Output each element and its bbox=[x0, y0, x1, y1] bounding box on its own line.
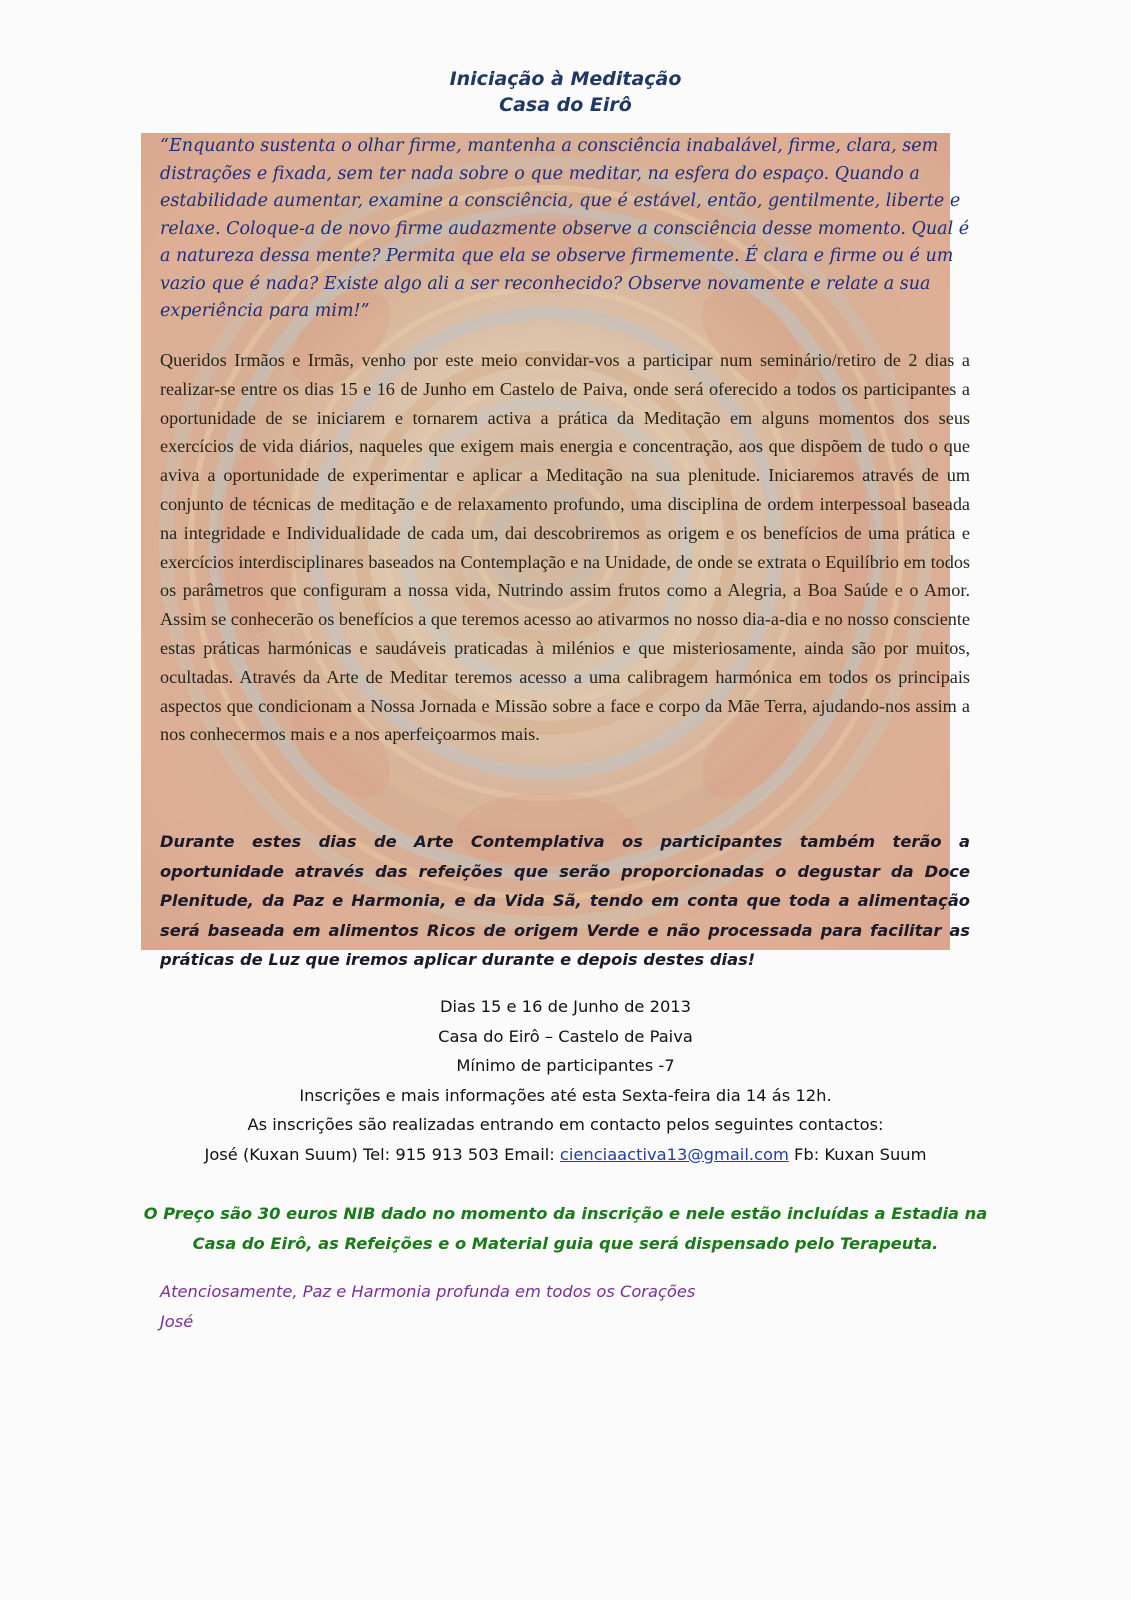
contact-intro: As inscrições são realizadas entrando em contacto pelos seguintes contactos: bbox=[247, 1115, 884, 1134]
registration-deadline: Inscrições e mais informações até esta Sexta-feira dia 14 ás 12h. bbox=[299, 1085, 832, 1105]
closing-greeting: Atenciosamente, Paz e Harmonia profunda em todos os Corações bbox=[160, 1282, 696, 1301]
meditation-quote: “Enquanto sustenta o olhar firme, mantenha a consciência inabalável, firme, clara, sem distrações e fixada, sem ter nada sobre o que meditar, na esfera do espaço. Quando a estabilidade aumentar, examine a consciência, que é estável, então, gentilmente, liberte e relaxe. Coloque-a de novo firme audazmente observe a consciência desse momento. Qual é a natureza dessa mente? Permita que ela se observe firmemente. É clara e firme ou é um vazio que é nada? Existe algo ali a ser reconhecido? Observe novamente e relate a sua experiência para mim!” bbox=[160, 136, 970, 321]
contact-suffix: Fb: Kuxan Suum bbox=[788, 1144, 927, 1164]
contact-line bbox=[0, 1140, 1131, 1170]
meals-paragraph: Durante estes dias de Arte Contemplativa os participantes também terão a oportunidade através das refeições que serão proporcionadas o degustar da Doce Plenitude, da Paz e Harmonia, e da Vida Sã, tendo em conta que toda a alimentação será baseada em alimentos Ricos de origem Verde e não processada para facilitar as práticas de Luz que iremos aplicar durante e depois destes dias! bbox=[160, 832, 970, 969]
email-link[interactable]: cienciaactiva13@gmail.com bbox=[559, 1144, 789, 1164]
price-info bbox=[0, 1199, 1131, 1259]
document-subtitle: Casa do Eirô bbox=[499, 94, 632, 116]
contact-prefix: José (Kuxan Suum) Tel: 915 913 503 Email: bbox=[204, 1144, 560, 1164]
signature: José bbox=[160, 1312, 194, 1331]
closing-block bbox=[160, 1277, 695, 1337]
price-line-2: Casa do Eirô, as Refeições e o Material guia que será dispensado pelo Terapeuta. bbox=[192, 1234, 939, 1253]
event-dates: Dias 15 e 16 de Junho de 2013 bbox=[439, 997, 692, 1016]
price-line-1: O Preço são 30 euros NIB dado no momento da inscrição e nele estão incluídas a Estadia na bbox=[143, 1204, 988, 1223]
event-info-block bbox=[0, 992, 1131, 1169]
invitation-paragraph: Queridos Irmãos e Irmãs, venho por este meio convidar-vos a participar num seminário/retiro de 2 dias a realizar-se entre os dias 15 e 16 de Junho em Castelo de Paiva, onde será oferecido a todos os participantes a oportunidade de se iniciarem e tornarem activa a prática da Meditação em alguns momentos dos seus exercícios de vida diários, naqueles que exigem mais energia e concentração, aos que dispõem de tudo o que aviva a oportunidade de experimentar e aplicar a Meditação na sua plenitude. Iniciaremos através de um conjunto de técnicas de meditação e de relaxamento profundo, uma disciplina de ordem interpessoal baseada na integridade e Individualidade de cada um, dai descobriremos as origem e os benefícios de uma prática e exercícios interdisciplinares baseados na Contemplação e na Unidade, de onde se extrata o Equilíbrio em todos os parâmetros que configuram a nossa vida, Nutrindo assim frutos como a Alegria, a Boa Saúde e o Amor. Assim se conhecerão os benefícios a que teremos acesso ao ativarmos no nosso dia-a-dia e no nosso consciente estas práticas harmónicas e saudáveis praticadas à milénios e que misteriosamente, ainda são por muitos, ocultadas. Através da Arte de Meditar teremos acesso a uma calibragem harmónica em todos os principais aspectos que condicionam a Nossa Jornada e Missão sobre a face e corpo da Mãe Terra, ajudando-nos assim a nos conhecermos mais e a nos aperfeiçoarmos mais. bbox=[160, 350, 970, 745]
event-venue: Casa do Eirô – Castelo de Paiva bbox=[438, 1026, 693, 1046]
minimum-participants: Mínimo de participantes -7 bbox=[456, 1056, 675, 1075]
document-title: Iniciação à Meditação bbox=[449, 68, 682, 90]
